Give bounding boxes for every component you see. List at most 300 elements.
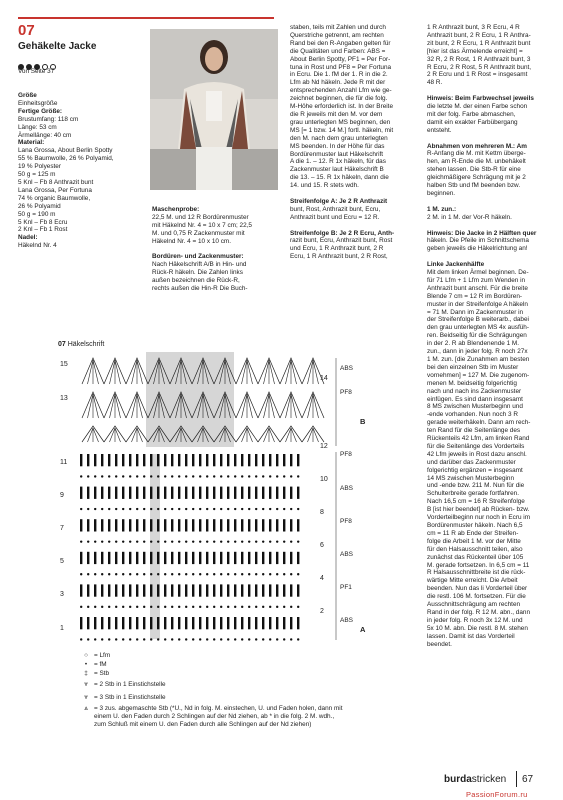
chart-stitch	[122, 606, 124, 608]
chart-stitch	[276, 487, 278, 499]
section-label: A	[360, 625, 366, 634]
stitch-stroke	[247, 360, 253, 384]
text-line: 32 R, 2 R Rost, 1 R Anthrazit bunt, 3	[427, 55, 531, 63]
legend-text: = Lfm	[94, 652, 111, 659]
stitch-stroke	[269, 394, 275, 418]
chart-stitch	[115, 540, 117, 542]
legend-text: = Stb	[94, 670, 110, 677]
chart-stitch	[297, 552, 299, 564]
chart-stitch	[269, 454, 271, 466]
chart-stitch	[220, 617, 222, 629]
chart-stitch	[101, 475, 103, 477]
text-line: nach und nach ins Zackenmuster	[427, 387, 522, 395]
chart-stitch	[290, 552, 292, 564]
chart-stitch	[192, 606, 194, 608]
chart-stitch	[283, 606, 285, 608]
text-line: Häkelnd Nr. 4	[18, 242, 57, 250]
chart-stitch	[80, 606, 82, 608]
chart-stitch	[108, 540, 110, 542]
chart-stitch	[171, 475, 173, 477]
chart-stitch	[206, 487, 208, 499]
chart-stitch	[136, 487, 138, 499]
text-line: die Qualitäten und Farben: ABS =	[290, 47, 386, 55]
text-line: Rückenteils 42 Lfm, am linken Rand	[427, 435, 530, 443]
chart-stitch	[220, 454, 222, 466]
chart-stitch	[234, 552, 236, 564]
chart-stitch	[115, 475, 117, 477]
chart-stitch	[143, 454, 145, 466]
chart-stitch	[136, 638, 138, 640]
chart-stitch	[234, 584, 236, 596]
chart-stitch	[220, 584, 222, 596]
text-line: mit der folg. Farbe abmaschen,	[427, 110, 516, 118]
legend-symbol: ○	[84, 652, 88, 659]
chart-stitch	[108, 584, 110, 596]
chart-stitch	[269, 617, 271, 629]
text-line: Vorderteilbeginn nur noch in Ecru im	[427, 514, 531, 522]
text-line	[290, 222, 420, 230]
chart-stitch	[101, 638, 103, 640]
chart-stitch	[157, 552, 159, 564]
stitch-stroke	[313, 394, 319, 418]
text-line: Ausschnittschrägung am rechten	[427, 601, 521, 609]
text-line	[427, 87, 559, 95]
chart-stitch	[94, 573, 96, 575]
chart-stitch	[248, 540, 250, 542]
text-line: 50 g = 190 m	[18, 210, 56, 218]
text-line: entsprechenden Anzahl Lfm wie ge-	[290, 87, 392, 95]
section-label: B	[360, 417, 366, 426]
chart-stitch	[220, 475, 222, 477]
chart-stitch	[164, 606, 166, 608]
chart-stitch	[80, 487, 82, 499]
chart-stitch	[101, 508, 103, 510]
chart-stitch	[199, 454, 201, 466]
chart-stitch	[164, 487, 166, 499]
chart-stitch	[171, 552, 173, 564]
chart-stitch	[269, 519, 271, 531]
chart-stitch	[248, 617, 250, 629]
chart-stitch	[234, 454, 236, 466]
text-line: 48 R.	[427, 79, 443, 87]
chart-stitch	[185, 573, 187, 575]
chart-stitch	[157, 617, 159, 629]
chart-stitch	[206, 573, 208, 575]
chart-stitch	[101, 617, 103, 629]
chart-stitch	[157, 508, 159, 510]
chart-stitch	[115, 454, 117, 466]
chart-stitch	[290, 540, 292, 542]
text-line: geben jeweils die Häkelrichtung an!	[427, 245, 528, 253]
stitch-stroke	[247, 394, 253, 418]
chart-stitch	[262, 519, 264, 531]
text-line: 1 R Anthrazit bunt, 3 R Ecru, 4 R	[427, 24, 520, 31]
chart-stitch	[269, 584, 271, 596]
text-line: Material:	[18, 139, 45, 147]
chart-stitch	[255, 606, 257, 608]
header-accent-line	[18, 17, 274, 19]
chart-stitch	[290, 573, 292, 575]
chart-stitch	[255, 617, 257, 629]
text-line: zunächst das Rückenteil über 105	[427, 553, 524, 561]
text-line: und darüber das Zackenmuster	[427, 458, 516, 466]
text-line: beginnen.	[427, 190, 456, 197]
chart-stitch	[241, 508, 243, 510]
chart-stitch	[143, 573, 145, 575]
instructions-column-4	[427, 24, 559, 649]
text-line: Hinweis: Die Jacke in 2 Hälften quer	[427, 229, 537, 237]
text-line: -ende vorhanden. Nun noch 3 R	[427, 411, 518, 419]
text-line: Lana Grossa, Per Fortuna	[18, 186, 92, 194]
chart-stitch	[276, 454, 278, 466]
chart-stitch	[136, 617, 138, 629]
chart-stitch	[199, 552, 201, 564]
chart-stitch	[227, 584, 229, 596]
chart-stitch	[164, 519, 166, 531]
chart-stitch	[171, 540, 173, 542]
text-line: Blende 7 cm = 12 R im Bordüren-	[427, 292, 523, 300]
chart-stitch	[150, 454, 152, 466]
chart-stitch	[122, 487, 124, 499]
stitch-stroke	[242, 394, 248, 418]
chart-stitch	[108, 519, 110, 531]
stitch-stroke	[110, 394, 116, 418]
chart-stitch	[269, 573, 271, 575]
chart-stitch	[101, 552, 103, 564]
text-line: 5 Knl – Fb 8 Anthrazit bunt	[18, 178, 94, 186]
text-line: Größe	[18, 92, 37, 99]
pattern-number: 07	[18, 22, 35, 39]
chart-stitch	[199, 617, 201, 629]
chart-stitch	[192, 508, 194, 510]
chart-stitch	[276, 475, 278, 477]
stitch-stroke	[132, 394, 138, 418]
chart-stitch	[255, 454, 257, 466]
color-label: PF1	[340, 584, 352, 591]
chart-stitch	[248, 638, 250, 640]
chart-stitch	[206, 606, 208, 608]
chart-title: 07 Häkelschrift	[58, 341, 105, 348]
text-line: menen M. beidseitig folgerichtig	[427, 379, 517, 387]
chart-stitch	[129, 552, 131, 564]
chart-stitch	[143, 617, 145, 629]
chart-stitch	[129, 606, 131, 608]
text-line: 2 R Ecru und 1 R Rost = insgesamt	[427, 71, 528, 79]
text-line: 5 Knl – Fb 8 Ecru	[18, 218, 68, 226]
chart-stitch	[269, 475, 271, 477]
text-line: Lana Grossa, About Berlin Spotty	[18, 147, 113, 155]
text-line: ten Rand für die Seitenlänge des	[427, 427, 521, 435]
text-line: Maschenprobe:	[152, 206, 200, 213]
chart-stitch	[206, 475, 208, 477]
chart-stitch	[143, 487, 145, 499]
chart-stitch	[94, 519, 96, 531]
chart-stitch	[297, 617, 299, 629]
chart-stitch	[262, 617, 264, 629]
chart-stitch	[213, 487, 215, 499]
chart-stitch	[262, 487, 264, 499]
chart-stitch	[269, 606, 271, 608]
chart-stitch	[192, 573, 194, 575]
stitch-stroke	[137, 360, 143, 384]
text-line: Ecru, 1 R Anthrazit bunt, 2 R Rost,	[290, 253, 388, 261]
chart-stitch	[150, 573, 152, 575]
chart-stitch	[227, 638, 229, 640]
text-line: Ärmellänge: 40 cm	[18, 131, 72, 139]
chart-stitch	[178, 606, 180, 608]
chart-stitch	[290, 519, 292, 531]
chart-stitch	[297, 638, 299, 640]
chart-stitch	[269, 508, 271, 510]
chart-stitch	[94, 552, 96, 564]
text-line: Nach 16,5 cm = 16 R Streifenfolge	[427, 498, 525, 506]
text-line: die restl. 106 M. fortsetzen. Für die	[427, 593, 526, 601]
chart-stitch	[283, 508, 285, 510]
legend-row	[78, 694, 166, 702]
chart-stitch	[241, 584, 243, 596]
instructions-column-3	[290, 24, 420, 261]
legend-row	[78, 681, 166, 689]
chart-stitch	[248, 606, 250, 608]
chart-stitch	[297, 487, 299, 499]
chart-stitch	[213, 454, 215, 466]
chart-stitch	[283, 638, 285, 640]
chart-stitch	[248, 475, 250, 477]
chart-stitch	[122, 540, 124, 542]
text-line: folgerichtig ergänzen = insgesamt	[427, 466, 523, 474]
chart-stitch	[171, 573, 173, 575]
chart-stitch	[164, 552, 166, 564]
chart-stitch	[241, 606, 243, 608]
row-number-left: 3	[60, 591, 64, 598]
text-line: Bordüren- und Zackenmuster:	[152, 253, 244, 261]
chart-stitch	[94, 638, 96, 640]
chart-stitch	[178, 487, 180, 499]
text-line: die letzte M. der einen Farbe schon	[427, 103, 528, 111]
chart-stitch	[87, 519, 89, 531]
text-line: Bordürenmuster laut Häkelschrift	[290, 150, 384, 158]
chart-stitch	[171, 638, 173, 640]
legend-row	[78, 670, 109, 678]
text-line: R Halsausschnittbreite ist die rück-	[427, 569, 526, 577]
chart-stitch	[80, 573, 82, 575]
text-line: Rand bei den R-Angaben gelten für	[290, 39, 391, 47]
chart-stitch	[255, 573, 257, 575]
stitch-stroke	[93, 360, 99, 384]
chart-stitch	[227, 540, 229, 542]
chart-stitch	[150, 606, 152, 608]
chart-stitch	[241, 638, 243, 640]
chart-stitch	[80, 617, 82, 629]
chart-stitch	[178, 552, 180, 564]
text-line: zun., dann in jeder folg. R noch 27x	[427, 348, 528, 356]
chart-stitch	[283, 454, 285, 466]
chart-stitch	[227, 617, 229, 629]
chart-stitch	[87, 573, 89, 575]
chart-stitch	[290, 508, 292, 510]
chart-stitch	[227, 552, 229, 564]
stitch-stroke	[93, 394, 99, 418]
chart-stitch	[297, 519, 299, 531]
chart-stitch	[94, 475, 96, 477]
chart-stitch	[115, 573, 117, 575]
chart-stitch	[220, 540, 222, 542]
stitch-stroke	[115, 394, 121, 418]
chart-stitch	[129, 584, 131, 596]
text-line	[290, 190, 420, 198]
text-line: ren. Beidseitig für die Schrägungen	[427, 332, 527, 340]
chart-stitch	[276, 573, 278, 575]
chart-stitch	[213, 638, 215, 640]
chart-stitch	[157, 573, 159, 575]
text-line: razit bunt, Ecru, Anthrazit bunt, Rost	[290, 237, 393, 245]
chart-stitch	[269, 638, 271, 640]
text-line: einfügen. Es sind dann insgesamt	[427, 395, 523, 403]
text-line	[427, 222, 559, 230]
chart-stitch	[206, 519, 208, 531]
chart-stitch	[213, 519, 215, 531]
chart-stitch	[206, 617, 208, 629]
stitch-stroke	[308, 394, 314, 418]
chart-stitch	[108, 573, 110, 575]
chart-stitch	[262, 508, 264, 510]
color-label: PF8	[340, 451, 352, 458]
chart-stitch	[262, 552, 264, 564]
text-line: mit Häkelnd Nr. 4 = 10 x 7 cm; 22,5	[152, 221, 252, 229]
text-line: M-Höhe erforderlich ist. In der Breite	[290, 103, 393, 111]
chart-stitch	[262, 540, 264, 542]
chart-stitch	[220, 508, 222, 510]
chart-stitch	[143, 606, 145, 608]
chart-stitch	[192, 638, 194, 640]
text-line: Streifenfolge B: Je 2 R Ecru, Anth-	[290, 229, 395, 237]
chart-stitch	[283, 519, 285, 531]
chart-stitch	[220, 638, 222, 640]
text-line: 74 % organic Baumwolle,	[18, 194, 91, 202]
stitch-stroke	[115, 360, 121, 384]
chart-stitch	[178, 508, 180, 510]
chart-stitch	[276, 552, 278, 564]
footer-brand: burdastricken	[444, 774, 507, 785]
legend-row	[78, 705, 343, 713]
chart-stitch	[269, 552, 271, 564]
text-line: in Ecru. Die 1. fM der 1. R in die 2.	[290, 71, 388, 79]
chart-stitch	[129, 519, 131, 531]
chart-stitch	[122, 519, 124, 531]
chart-stitch	[185, 475, 187, 477]
text-line: außen bezeichnen die Rück-R,	[152, 277, 240, 285]
chart-stitch	[171, 519, 173, 531]
chart-stitch	[122, 508, 124, 510]
chart-stitch	[199, 584, 201, 596]
chart-stitch	[150, 638, 152, 640]
color-label: ABS	[340, 485, 354, 492]
text-line: grau unterlegten MS beginnen, den	[290, 118, 391, 126]
chart-stitch	[87, 584, 89, 596]
chart-stitch	[150, 584, 152, 596]
chart-stitch	[213, 475, 215, 477]
row-number-left: 5	[60, 558, 64, 565]
chart-stitch	[87, 617, 89, 629]
chart-stitch	[290, 454, 292, 466]
chart-stitch	[206, 638, 208, 640]
chart-stitch	[192, 454, 194, 466]
chart-stitch	[262, 638, 264, 640]
chart-stitch	[234, 638, 236, 640]
chart-stitch	[297, 540, 299, 542]
chart-stitch	[80, 508, 82, 510]
text-line: folge die Arbeit 1 M. vor der Mitte	[427, 537, 521, 545]
chart-stitch	[164, 617, 166, 629]
legend-text: zum Schluß mit einem U. den Faden durch alle Schlingen auf der Nd ziehen)	[94, 721, 312, 728]
chart-stitch	[115, 584, 117, 596]
chart-stitch	[234, 617, 236, 629]
stitch-stroke	[313, 360, 319, 384]
chart-stitch	[262, 475, 264, 477]
chart-stitch	[199, 508, 201, 510]
row-number-left: 7	[60, 525, 64, 532]
chart-stitch	[157, 584, 159, 596]
chart-stitch	[108, 638, 110, 640]
text-line: 50 g = 125 m	[18, 171, 56, 179]
chart-stitch	[276, 606, 278, 608]
chart-stitch	[185, 584, 187, 596]
chart-stitch	[136, 606, 138, 608]
chart-stitch	[290, 487, 292, 499]
text-line: 1 M. zun.:	[427, 205, 457, 213]
chart-stitch	[80, 584, 82, 596]
chart-stitch	[276, 540, 278, 542]
chart-stitch	[157, 519, 159, 531]
chart-stitch	[199, 573, 201, 575]
stitch-stroke	[291, 394, 297, 418]
chart-stitch	[115, 638, 117, 640]
chart-stitch	[157, 475, 159, 477]
stitch-stroke	[264, 394, 270, 418]
legend-symbol: ⩓	[84, 705, 88, 712]
chart-stitch	[276, 617, 278, 629]
text-line: MS beenden. In der Höhe für das	[290, 142, 385, 150]
chart-stitch	[297, 584, 299, 596]
chart-stitch	[213, 573, 215, 575]
chart-stitch	[220, 606, 222, 608]
text-line: zit bunt, 2 R Ecru, 1 R Anthrazit bunt	[427, 39, 531, 47]
chart-stitch	[171, 487, 173, 499]
footer-divider	[516, 771, 517, 787]
text-line: hen, am R-Ende die M. unbehäkelt	[427, 158, 526, 166]
text-line: wärtige Mitte erreicht. Die Arbeit	[427, 577, 518, 585]
text-line: 2 M. in 1 M. der Vor-R häkeln.	[427, 213, 512, 221]
color-label: ABS	[340, 365, 354, 372]
text-line	[427, 198, 559, 206]
chart-stitch	[199, 540, 201, 542]
row-number-right: 2	[320, 608, 324, 615]
text-line: 1 M. zun. [die Zunahmen am besten	[427, 355, 530, 363]
chart-stitch	[129, 475, 131, 477]
chart-stitch	[136, 573, 138, 575]
chart-stitch	[283, 573, 285, 575]
chart-stitch	[129, 454, 131, 466]
chart-stitch	[283, 584, 285, 596]
chart-stitch	[241, 487, 243, 499]
chart-stitch	[122, 617, 124, 629]
stitch-stroke	[242, 360, 248, 384]
chart-stitch	[108, 508, 110, 510]
chart-stitch	[171, 606, 173, 608]
chart-stitch	[164, 638, 166, 640]
chart-stitch	[136, 552, 138, 564]
text-line: lassen. Damit ist das Vorderteil	[427, 632, 515, 640]
